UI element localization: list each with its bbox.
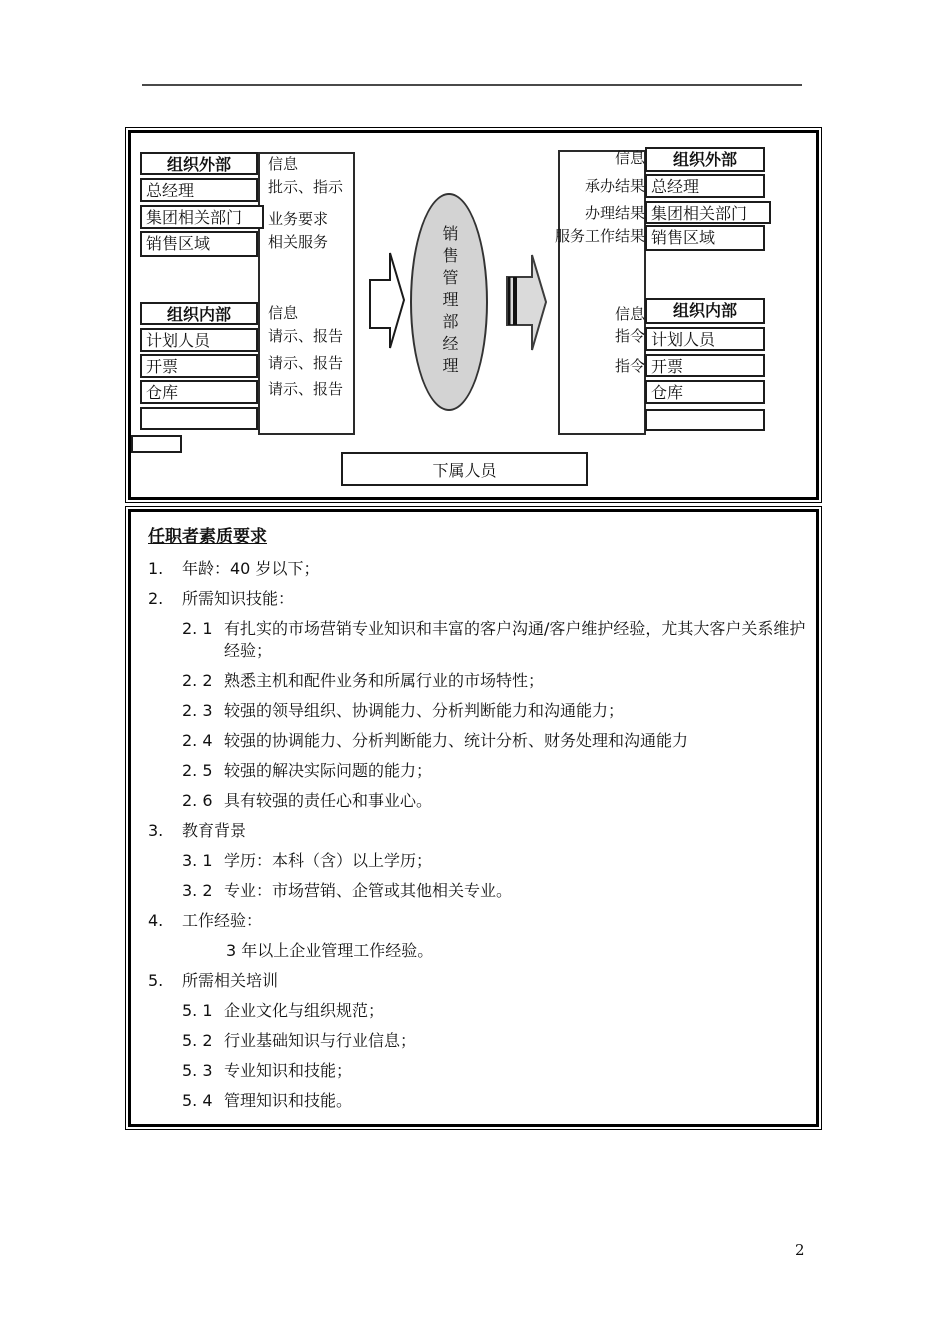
right-internal-header: 组织内部 [645,298,765,324]
left-external-header: 组织外部 [140,152,258,175]
right-internal-row: 开票 [645,354,765,377]
left-external-label: 批示、指示 [268,178,344,196]
left-external-row: 总经理 [140,178,258,202]
item-number: 5. 2 [182,1031,213,1050]
item-text: 3 年以上企业管理工作经验。 [226,941,434,960]
item-number: 2. 3 [182,701,213,720]
item-text: 较强的领导组织、协调能力、分析判断能力和沟通能力； [224,701,625,720]
item-number: 5. [148,971,164,990]
item-number: 5. 1 [182,1001,213,1020]
qual-item [141,618,806,662]
qual-item [141,1000,806,1022]
subordinates-box: 下属人员 [341,452,588,486]
qualifications-frame [128,509,819,1127]
item-number: 3. 2 [182,881,213,900]
qualifications-title: 任职者素质要求 [148,527,267,547]
item-number: 1. [148,559,164,578]
small-empty-box [131,435,182,453]
left-internal-row: 仓库 [140,380,258,404]
item-number: 2. 6 [182,791,213,810]
left-internal-label: 信息 [268,304,299,322]
item-number: 5. 3 [182,1061,213,1080]
qualifications-content [131,512,816,1124]
right-external-label: 信息 [614,149,645,167]
input-arrow-icon [368,251,406,351]
left-internal-row: 计划人员 [140,328,258,352]
item-number: 2. 4 [182,731,213,750]
qual-item [141,940,806,962]
left-internal-label: 请示、报告 [268,380,344,398]
manager-title: 销售管理部经理 [440,225,459,379]
item-number: 3. [148,821,164,840]
item-text: 专业知识和技能； [224,1061,353,1080]
item-text: 年龄：40 岁以下； [182,559,320,578]
qual-item [141,790,806,812]
item-number: 2. 1 [182,619,213,638]
right-external-row: 集团相关部门 [645,201,771,224]
qual-item [141,1030,806,1052]
right-internal-row: 计划人员 [645,327,765,351]
item-text: 专业：市场营销、企管或其他相关专业。 [224,881,513,900]
right-external-row: 总经理 [645,174,765,198]
page-number: 2 [795,1241,805,1259]
left-external-row: 集团相关部门 [140,205,264,229]
item-number: 5. 4 [182,1091,213,1110]
qual-item [141,760,806,782]
left-external-row: 销售区域 [140,231,258,257]
item-text: 教育背景 [182,821,247,840]
qual-item [141,850,806,872]
right-external-header: 组织外部 [645,147,765,172]
qual-item [141,820,806,842]
right-external-label: 办理结果 [584,204,645,222]
right-internal-label: 指令 [614,327,645,345]
right-external-label: 承办结果 [584,177,645,195]
item-text: 较强的解决实际问题的能力； [224,761,433,780]
left-internal-row: 开票 [140,354,258,378]
item-text: 熟悉主机和配件业务和所属行业的市场特性； [224,671,545,690]
left-internal-label: 请示、报告 [268,354,344,372]
qual-item [141,670,806,692]
left-external-label: 信息 [268,155,299,173]
org-diagram-frame [128,130,819,500]
item-number: 2. [148,589,164,608]
qual-item [141,558,806,580]
item-text: 有扎实的市场营销专业知识和丰富的客户沟通/客户维护经验，尤其大客户关系维护经验； [224,619,806,660]
item-text: 具有较强的责任心和事业心。 [224,791,433,810]
qual-item [141,910,806,932]
item-text: 所需相关培训 [182,971,279,990]
right-external-row: 销售区域 [645,225,765,251]
item-number: 2. 2 [182,671,213,690]
left-internal-empty-row [140,407,258,430]
left-external-label: 相关服务 [268,233,329,251]
qual-item [141,588,806,610]
qual-item [141,1090,806,1112]
item-number: 3. 1 [182,851,213,870]
qual-item [141,1060,806,1082]
qual-item [141,730,806,752]
item-text: 企业文化与组织规范； [224,1001,385,1020]
item-text: 管理知识和技能。 [224,1091,353,1110]
qual-item [141,970,806,992]
right-internal-empty-row [645,409,765,431]
left-internal-label: 请示、报告 [268,327,344,345]
org-diagram-canvas [131,133,816,497]
right-external-label: 服务工作结果 [554,227,645,245]
org-diagram-section [125,127,822,503]
item-number: 4. [148,911,164,930]
manager-ellipse [410,193,488,411]
right-internal-row: 仓库 [645,380,765,404]
qualifications-section [125,506,822,1130]
item-text: 所需知识技能： [182,589,295,608]
item-text: 学历：本科（含）以上学历； [224,851,433,870]
right-internal-label: 指令 [614,357,645,375]
left-internal-header: 组织内部 [140,302,258,325]
item-text: 工作经验： [182,911,263,930]
left-external-label: 业务要求 [268,210,329,228]
qual-item [141,700,806,722]
right-internal-label: 信息 [614,305,645,323]
qual-item [141,880,806,902]
item-number: 2. 5 [182,761,213,780]
item-text: 较强的协调能力、分析判断能力、统计分析、财务处理和沟通能力 [224,731,689,750]
item-text: 行业基础知识与行业信息； [224,1031,417,1050]
header-rule [142,84,802,86]
